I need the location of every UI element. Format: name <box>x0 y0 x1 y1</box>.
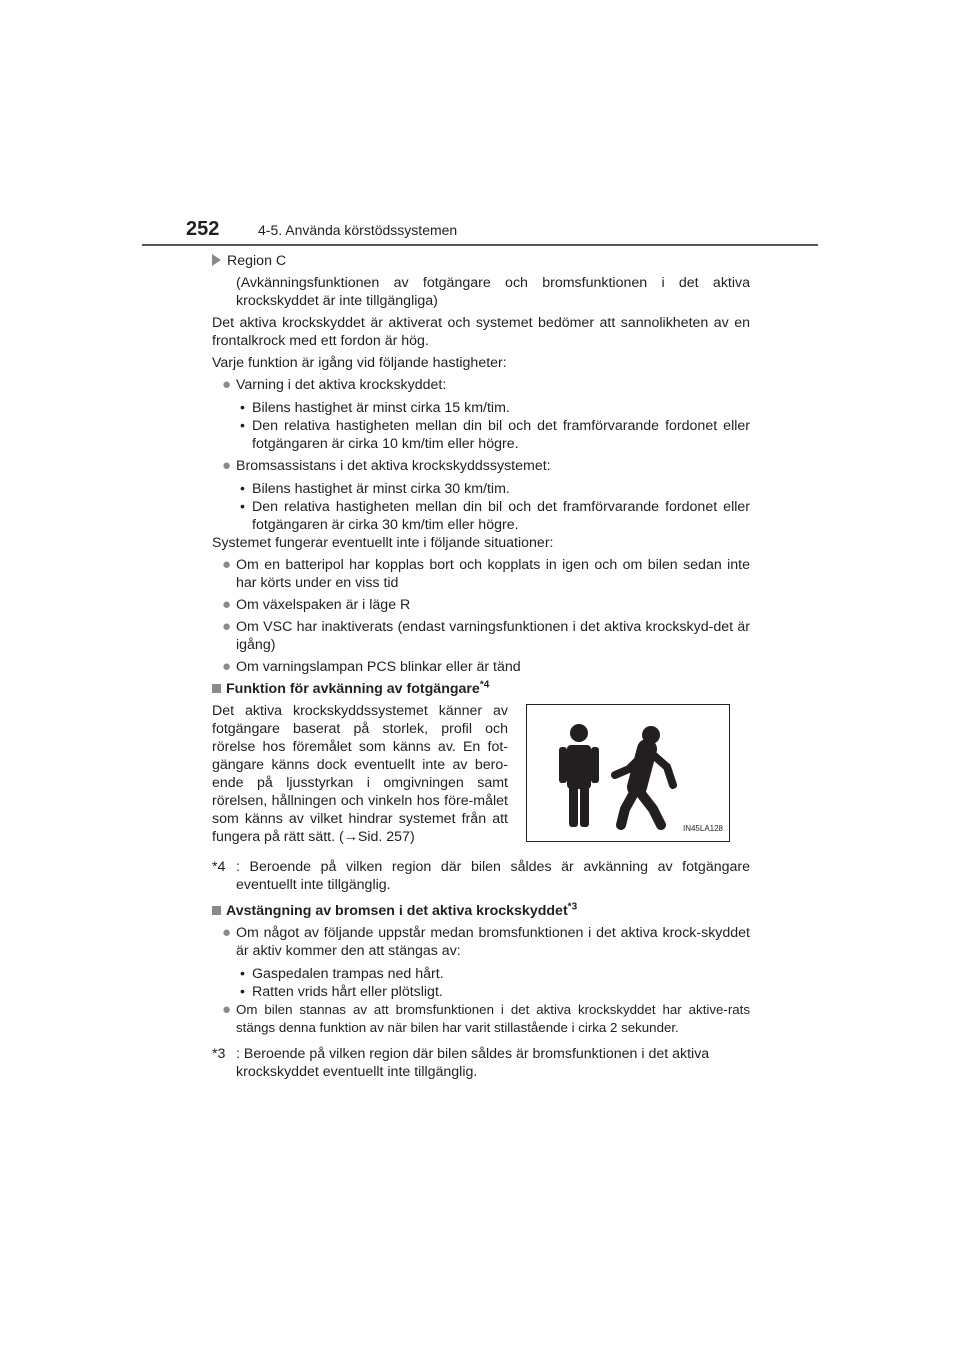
list-item: ● Bromsassistans i det aktiva krockskyddssystemet: <box>222 457 551 474</box>
sub-list-item: • Den relativa hastigheten mellan din bil och det framförvarande fordonet eller fotgängaren är cirka 10 km/tim eller högre. <box>240 418 750 452</box>
circle-bullet-icon: ● <box>222 1001 232 1018</box>
circle-bullet-icon: ● <box>222 658 232 675</box>
list-item: ● Om något av följande uppstår medan bromsfunktionen i det aktiva krock-skyddet är aktiv kommer den att stängas av: <box>222 924 750 959</box>
circle-bullet-icon: ● <box>222 457 232 474</box>
situations-intro: Systemet fungerar eventuellt inte i följande situationer: <box>212 535 554 551</box>
sub-list-item: • Den relativa hastigheten mellan din bil och det framförvarande fordonet eller fotgängaren är cirka 30 km/tim eller högre. <box>240 499 750 533</box>
list-item: ● Om en batteripol har kopplas bort och kopplats in igen och om bilen sedan inte har körts under en viss tid <box>222 556 750 591</box>
section-title: 4-5. Använda körstödssystemen <box>258 222 458 238</box>
region-note: (Avkänningsfunktionen av fotgängare och bromsfunktionen i det aktiva krockskyddet är inte tillgängliga) <box>236 275 750 309</box>
paragraph-2: Varje funktion är igång vid följande hastigheter: <box>212 355 507 371</box>
list-item: ● Om VSC har inaktiverats (endast varningsfunktionen i det aktiva krockskyd-det är igång) <box>222 618 750 653</box>
list-item: ● Varning i det aktiva krockskyddet: <box>222 376 447 393</box>
triangle-icon <box>212 254 221 266</box>
page-number: 252 <box>186 218 220 240</box>
circle-bullet-icon: ● <box>222 924 232 941</box>
sub-list-item: • Ratten vrids hårt eller plötsligt. <box>240 984 443 1000</box>
header-rule <box>142 244 818 246</box>
footnote-4: *4 : Beroende på vilken region där bilen såldes är avkänning av fotgängare eventuellt inte tillgänglig. <box>212 859 750 893</box>
list-item: ● Om varningslampan PCS blinkar eller är tänd <box>222 658 521 675</box>
list-item: ● Om växelspaken är i läge R <box>222 596 411 613</box>
sub-list-item: • Gaspedalen trampas ned hårt. <box>240 966 444 982</box>
circle-bullet-icon: ● <box>222 556 232 573</box>
brake-off-heading: Avstängning av bromsen i det aktiva krockskyddet$^{*3}$ <box>212 902 750 920</box>
square-bullet-icon <box>212 684 221 693</box>
page-header <box>186 218 818 246</box>
pedestrian-figure <box>526 704 730 842</box>
pedestrian-heading: Funktion för avkänning av fotgängare$^{*4}$ <box>212 680 750 698</box>
pedestrian-text: Det aktiva krockskyddssystemet känner av fotgängare baserat på storlek, profil och rörelse hos föremålet som känns av. En fot-gängare känns dock eventuellt inte av bero-ende på ljusstyrkan i omgivningen samt rörelsen, hållningen och vinkeln hos före-målet som känns av vilket hindrar systemet från att fungera på rätt sätt. (→Sid. 257) <box>212 703 508 845</box>
figure-code: IN45LA128 <box>682 824 723 833</box>
region-heading: Region C <box>212 252 750 270</box>
circle-bullet-icon: ● <box>222 596 232 613</box>
page-content <box>212 252 750 1081</box>
footnote-3: *3 : Beroende på vilken region där bilen såldes är bromsfunktionen i det aktiva krockskyddet eventuellt inte tillgänglig. <box>212 1046 710 1080</box>
square-bullet-icon <box>212 906 221 915</box>
paragraph-1: Det aktiva krockskyddet är aktiverat och systemet bedömer att sannolikheten av en frontalkrock med ett fordon är hög. <box>212 315 750 349</box>
pedestrian-section <box>212 702 750 850</box>
circle-bullet-icon: ● <box>222 376 232 393</box>
list-item: ● Om bilen stannas av att bromsfunktionen i det aktiva krockskyddet har aktive-rats stängs denna funktion av när bilen har varit stillastående i cirka 2 sekunder. <box>222 1001 750 1035</box>
sub-list-item: • Bilens hastighet är minst cirka 30 km/tim. <box>240 481 510 497</box>
sub-list-item: • Bilens hastighet är minst cirka 15 km/tim. <box>240 400 510 416</box>
circle-bullet-icon: ● <box>222 618 232 635</box>
